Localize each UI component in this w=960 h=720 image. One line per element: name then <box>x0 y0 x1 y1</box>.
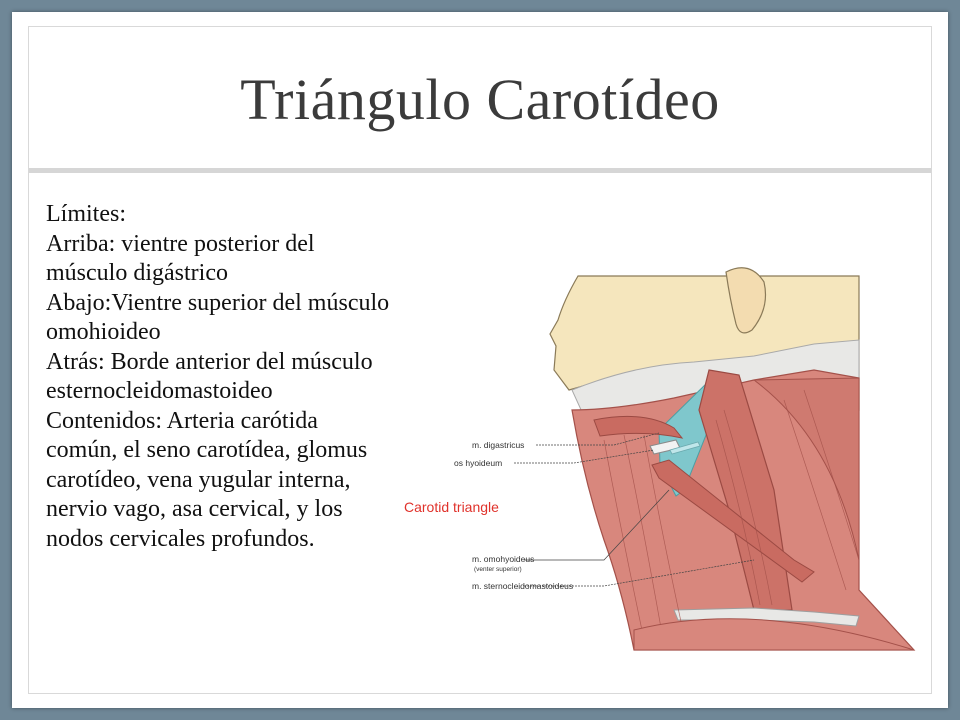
label-sternocleidomastoideus: m. sternocleidomastoideus <box>472 581 574 591</box>
label-omohyoideus: m. omohyoideus <box>472 554 535 564</box>
text-line: carotídeo, vena yugular interna, <box>46 466 351 493</box>
text-line: Arriba: vientre posterior del <box>46 230 315 257</box>
text-line: común, el seno carotídea, glomus <box>46 437 368 463</box>
text-line: Límites: <box>46 201 126 227</box>
text-line: esternocleidomastoideo <box>46 378 273 404</box>
neck-anatomy-illustration <box>404 260 918 652</box>
text-line: Atrás: Borde anterior del músculo <box>46 348 373 375</box>
label-hyoideum: os hyoideum <box>454 458 503 468</box>
slide-title: Triángulo Carotídeo <box>240 67 720 132</box>
label-digastricus: m. digastricus <box>472 440 525 450</box>
title-divider <box>29 168 931 173</box>
label-omohyoideus-sub: (venter superior) <box>474 566 522 573</box>
text-line: Contenidos: Arteria carótida <box>46 407 318 434</box>
text-line: omohioideo <box>46 319 161 345</box>
text-line: Abajo:Vientre superior del músculo <box>46 289 390 316</box>
label-carotid-triangle: Carotid triangle <box>404 499 499 515</box>
slide <box>12 12 948 708</box>
text-line: nervio vago, asa cervical, y los <box>46 496 343 522</box>
text-line: músculo digástrico <box>46 260 228 286</box>
text-line: nodos cervicales profundos. <box>46 525 315 552</box>
